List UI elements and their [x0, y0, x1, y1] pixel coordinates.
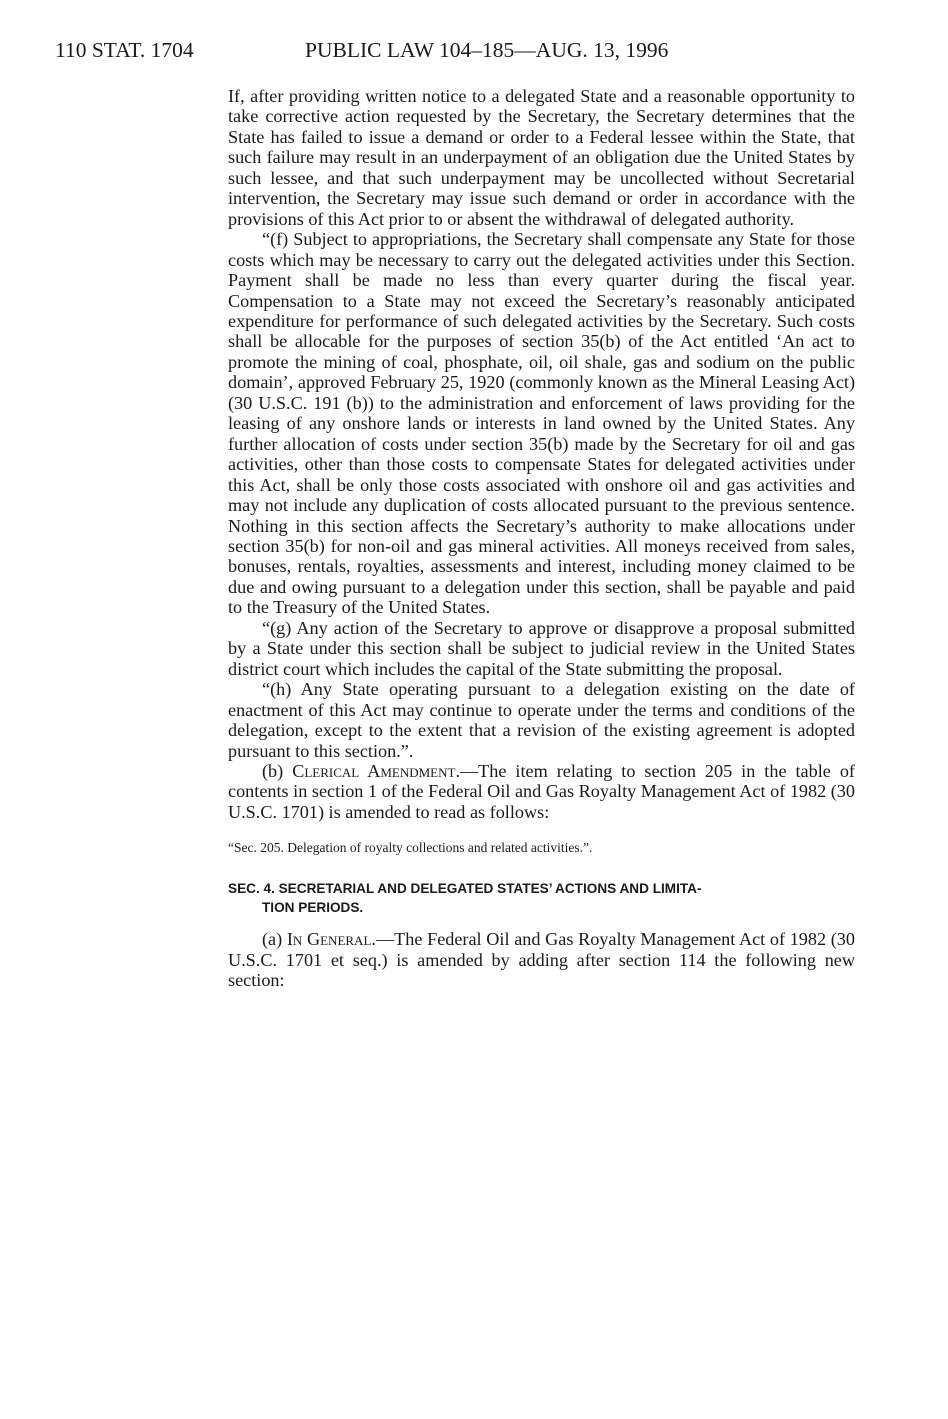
paragraph-e-continuation: If, after providing written notice to a delegated State and a reasonable opportunity to take corrective action requested by the Secretary, the Secretary determines that the State has failed to issue a demand or order to a Federal lessee within the State, that such failure may result in an underpayment of an obligation due the United States by such lessee, and that such underpayment may be uncollected without Secretarial intervention, the Secretary may issue such demand or order in accordance with the provisions of this Act prior to or absent the withdrawal of delegated authority.: [228, 86, 855, 229]
paragraph-a-in-general: [228, 929, 855, 990]
statute-citation: 110 STAT. 1704: [55, 38, 194, 62]
paragraph-f: “(f) Subject to appropriations, the Secretary shall compensate any State for those costs which may be necessary to carry out the delegated activities under this Section. Payment shall be made no less than every quarter during the fiscal year. Compensation to a State may not exceed the Secretary’s reasonably anticipated expenditure for performance of such delegated activities by the Secretary. Such costs shall be allocable for the purposes of section 35(b) of the Act entitled ‘An act to promote the mining of coal, phosphate, oil, oil shale, gas and sodium on the public domain’, approved February 25, 1920 (commonly known as the Mineral Leasing Act) (30 U.S.C. 191 (b)) to the administration and enforcement of laws providing for the leasing of any onshore lands or interests in land owned by the United States. Any further allocation of costs under section 35(b) made by the Secretary for oil and gas activities, other than those costs to compensate States for delegated activities under this Act, shall be only those costs associated with onshore oil and gas activities and may not include any duplication of costs allocated pursuant to the previous sentence. Nothing in this section affects the Secretary’s authority to make allocations under section 35(b) for non-oil and gas mineral activities. All moneys received from sales, bonuses, rentals, royalties, assessments and interest, including money claimed to be due and owing pursuant to a delegation under this section, shall be payable and paid to the Treasury of the United States.: [228, 229, 855, 618]
page-header: [55, 38, 875, 68]
table-of-contents-item: “Sec. 205. Delegation of royalty collections and related activities.”.: [228, 840, 593, 856]
paragraph-b-text: .—The item relating to section 205 in the table of contents in section 1 of the Federal Oil and Gas Royalty Management Act of 1982 (30 U.S.C. 1701) is amended to read as follows:: [228, 760, 855, 822]
paragraph-a-heading: In General: [286, 929, 372, 950]
paragraph-b-label: (b): [262, 760, 293, 781]
section-4-heading-line-2: TION PERIODS.: [262, 900, 364, 916]
paragraph-a-label: (a): [262, 929, 287, 950]
section-4-heading: [228, 879, 855, 917]
paragraph-g: “(g) Any action of the Secretary to approve or disapprove a proposal submitted by a State under this section shall be subject to judicial review in the United States district court which includes the capital of the State submitting the proposal.: [228, 617, 855, 679]
paragraph-a-text: .—The Federal Oil and Gas Royalty Management Act of 1982 (30 U.S.C. 1701 et seq.) is amended by adding after section 114 the following new section:: [228, 929, 855, 991]
public-law-and-date: PUBLIC LAW 104–185—AUG. 13, 1996: [305, 38, 669, 62]
paragraph-h: “(h) Any State operating pursuant to a delegation existing on the date of enactment of this Act may continue to operate under the terms and conditions of the delegation, except to the extent that a revision of the existing agreement is adopted pursuant to this section.”.: [228, 679, 855, 761]
section-4-heading-line-1: SEC. 4. SECRETARIAL AND DELEGATED STATES’ ACTIONS AND LIMITA-: [228, 881, 702, 897]
paragraph-b-clerical-amendment: [228, 761, 855, 822]
paragraph-b-heading: Clerical Amendment: [292, 760, 456, 781]
document-body: [228, 86, 855, 991]
